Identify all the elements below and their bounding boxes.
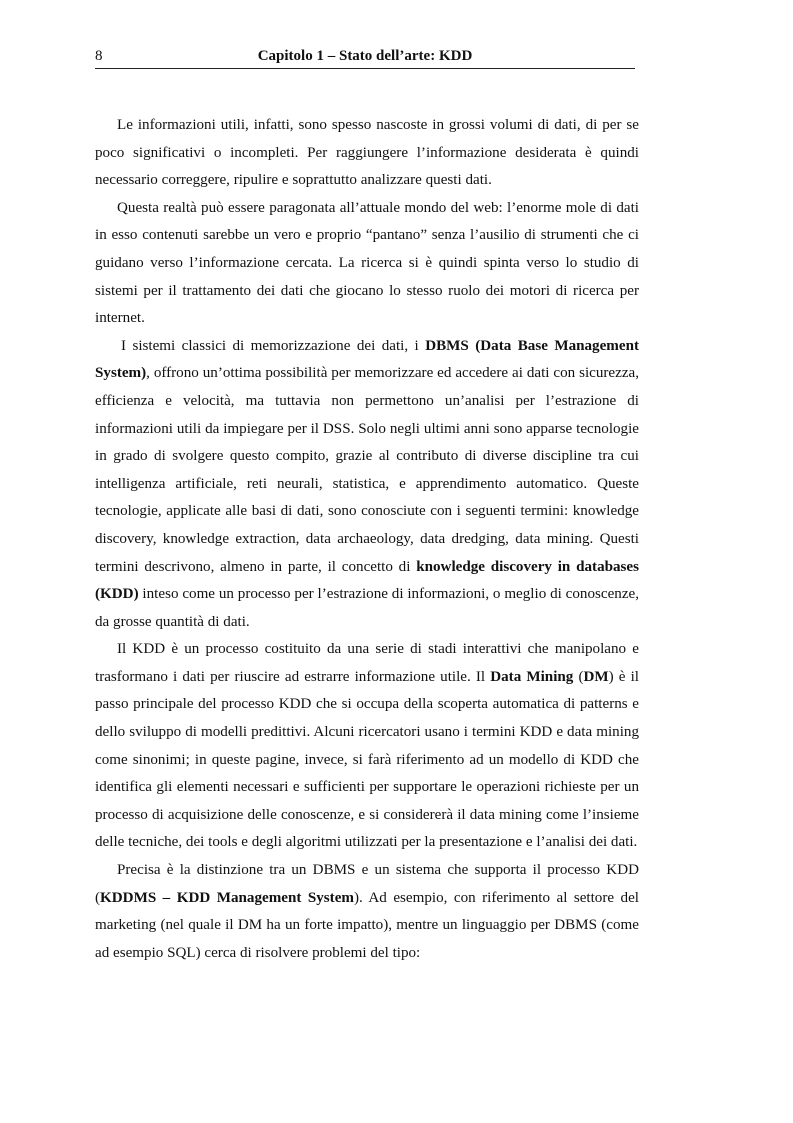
term-kddms: KDDMS – KDD Management System xyxy=(100,889,354,906)
text-span: I sistemi classici di memorizzazione dei dati, i xyxy=(121,337,426,354)
text-span: Il KDD è un processo costituito da una serie di stadi interattivi che manipolano e trasformano i dati per riuscire ad estrarre informazione utile. Il xyxy=(95,641,639,685)
paragraph-1: Le informazioni utili, infatti, sono spesso nascoste in grossi volumi di dati, di per se poco significativi o incompleti. Per raggiungere l’informazione desiderata è quindi necessario correggere, ripulire e soprattutto analizzare questi dati. xyxy=(95,117,639,189)
text-span: Precisa è la distinzione tra un DBMS e un sistema che supporta il processo KDD ( xyxy=(95,862,639,906)
text-span: , offrono un’ottima possibilità per memorizzare ed accedere ai dati con sicurezza, efficienza e velocità, ma tuttavia non permettono un’analisi per l’estrazione di informazioni utili da impiegare per il DSS. Solo negli ultimi anni sono apparse tecnologie in grado di svolgere questo compito, grazie al contributo di diverse discipline tra cui intelligenza artificiale, reti neurali, statistica, e apprendimento automatico. Queste tecnologie, applicate alle basi di dati, sono conosciute con i seguenti termini: knowledge discovery, knowledge extraction, data archaeology, data dredging, data mining. Questi termini descrivono, almeno in parte, il concetto di xyxy=(95,365,639,575)
paragraph-5 xyxy=(95,857,639,967)
text-span: ) è il passo principale del processo KDD che si occupa della scoperta automatica di patterns e dello sviluppo di modelli predittivi. Alcuni ricercatori usano i termini KDD e data mining come sinonimi; in queste pagine, invece, si farà riferimento ad un modello di KDD che identifica gli elementi necessari e sufficienti per supportare le operazioni richieste per un processo di acquisizione delle conoscenze, e si considererà il data mining come l’insieme delle tecniche, dei tools e degli algoritmi utilizzati per la presentazione e l’analisi dei dati. xyxy=(95,668,640,851)
paragraph-4 xyxy=(95,636,639,857)
page-number: 8 xyxy=(95,48,103,64)
paragraph-2: Questa realtà può essere paragonata all’attuale mondo del web: l’enorme mole di dati in esso contenuti sarebbe un vero e proprio “pantano” senza l’ausilio di strumenti che ci guidano verso l’informazione cercata. La ricerca si è quindi spinta verso lo studio di sistemi per il trattamento dei dati che giocano lo stesso ruolo dei motori di ricerca per internet. xyxy=(95,199,639,327)
text-span: inteso come un processo per l’estrazione di informazioni, o meglio di conoscenze, da grosse quantità di dati. xyxy=(95,586,639,630)
body-text xyxy=(95,112,639,967)
term-dbms: DBMS (Data Base Management System) xyxy=(95,337,639,382)
chapter-title: Capitolo 1 – Stato dell’arte: KDD xyxy=(257,48,473,64)
running-header xyxy=(95,48,635,69)
term-data-mining: Data Mining xyxy=(490,668,574,685)
term-dm: DM xyxy=(583,668,609,685)
text-span: ( xyxy=(573,668,584,685)
paragraph-3 xyxy=(95,333,639,637)
term-kdd: knowledge discovery in databases (KDD) xyxy=(95,558,640,603)
text-span: ). Ad esempio, con riferimento al settore del marketing (nel quale il DM ha un forte impatto), mentre un linguaggio per DBMS (come ad esempio SQL) cerca di risolvere problemi del tipo: xyxy=(95,889,639,961)
